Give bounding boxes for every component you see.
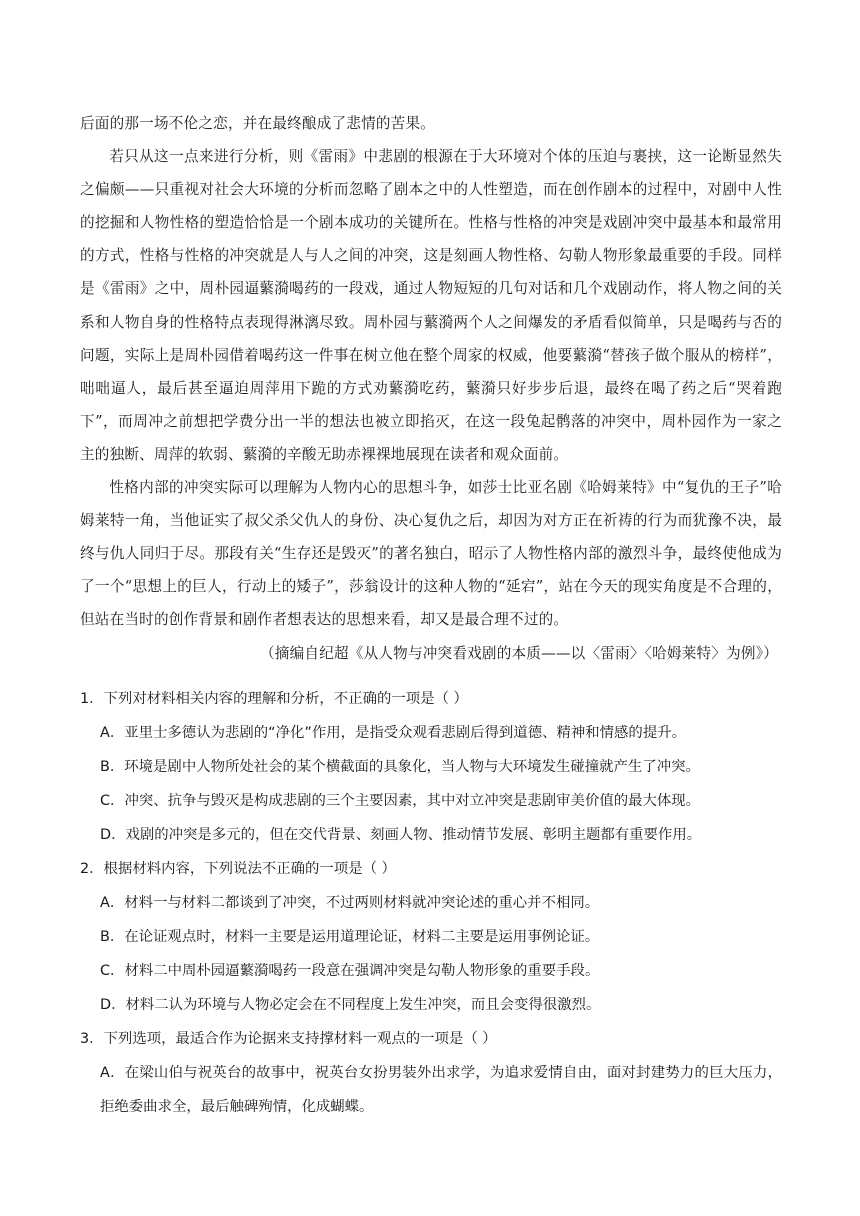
question-list <box>80 682 782 1124</box>
passage-source-citation: （摘编自纪超《从人物与冲突看戏剧的本质——以〈雷雨〉〈哈姆莱特〉为例》） <box>260 644 778 662</box>
question-stem: 1．下列对材料相关内容的理解和分析，不正确的一项是（ ） <box>80 691 468 707</box>
question-option: A．在梁山伯与祝英台的故事中，祝英台女扮男装外出求学，为追求爱情自由，面对封建势力的巨大压力，拒绝委曲求全，最后触碑殉情，化成蝴蝶。 <box>100 1065 782 1115</box>
question-stem: 2．根据材料内容，下列说法不正确的一项是（ ） <box>80 861 396 877</box>
passage-paragraph: 若只从这一点来进行分析，则《雷雨》中悲剧的根源在于大环境对个体的压迫与裹挟，这一论断显然失之偏颇——只重视对社会大环境的分析而忽略了剧本之中的人性塑造，而在创作剧本的过程中，对剧中人性的挖掘和人物性格的塑造恰恰是一个剧本成功的关键所在。性格与性格的冲突是戏剧冲突中最基本和最常用的方式，性格与性格的冲突就是人与人之间的冲突，这是刻画人物性格、勾勒人物形象最重要的手段。同样是《雷雨》之中，周朴园逼蘩漪喝药的一段戏，通过人物短短的几句对话和几个戏剧动作，将人物之间的关系和人物自身的性格特点表现得淋漓尽致。周朴园与蘩漪两个人之间爆发的矛盾看似简单，只是喝药与否的问题，实际上是周朴园借着喝药这一件事在树立他在整个周家的权威，他要蘩漪“替孩子做个服从的榜样”，咄咄逼人，最后甚至逼迫周萍用下跪的方式劝蘩漪吃药，蘩漪只好步步后退，最终在喝了药之后“哭着跑下”，而周冲之前想把学费分出一半的想法也被立即掐灭，在这一段兔起鹘落的冲突中，周朴园作为一家之主的独断、周萍的软弱、蘩漪的辛酸无助赤裸裸地展现在读者和观众面前。 <box>80 148 782 463</box>
question-option: B．环境是剧中人物所处社会的某个横截面的具象化，当人物与大环境发生碰撞就产生了冲突。 <box>100 759 700 775</box>
question-option: D．材料二认为环境与人物必定会在不同程度上发生冲突，而且会变得很激烈。 <box>100 997 601 1013</box>
question-stem: 3．下列选项，最适合作为论据来支持撑材料一观点的一项是（ ） <box>80 1031 497 1047</box>
passage-paragraph: 性格内部的冲突实际可以理解为人物内心的思想斗争，如莎士比亚名剧《哈姆莱特》中“复仇的王子”哈姆莱特一角，当他证实了叔父杀父仇人的身份、决心复仇之后，却因为对方正在祈祷的行为而犹豫不决，最终与仇人同归于尽。那段有关“生存还是毁灭”的著名独白，昭示了人物性格内部的激烈斗争，最终使他成为了一个“思想上的巨人，行动上的矮子”，莎翁设计的这种人物的“延宕”，站在今天的现实角度是不合理的，但站在当时的创作背景和剧作者想表达的思想来看，却又是最合理不过的。 <box>80 479 782 629</box>
passage-paragraph: 后面的那一场不伦之恋，并在最终酿成了悲情的苦果。 <box>80 115 436 132</box>
question-option: A．材料一与材料二都谈到了冲突，不过两则材料就冲突论述的重心并不相同。 <box>100 895 600 911</box>
question-option: B．在论证观点时，材料一主要是运用道理论证，材料二主要是运用事例论证。 <box>100 929 600 945</box>
question-option: D．戏剧的冲突是多元的，但在交代背景、刻画人物、推动情节发展、彰明主题都有重要作用。 <box>100 827 702 843</box>
question-option: C．材料二中周朴园逼蘩漪喝药一段意在强调冲突是勾勒人物形象的重要手段。 <box>100 963 600 979</box>
question-option: A．亚里士多德认为悲剧的“净化”作用，是指受众观看悲剧后得到道德、精神和情感的提升。 <box>100 725 686 741</box>
reading-passage <box>80 107 782 670</box>
question-option: C．冲突、抗争与毁灭是构成悲剧的三个主要因素，其中对立冲突是悲剧审美价值的最大体现。 <box>100 793 701 809</box>
